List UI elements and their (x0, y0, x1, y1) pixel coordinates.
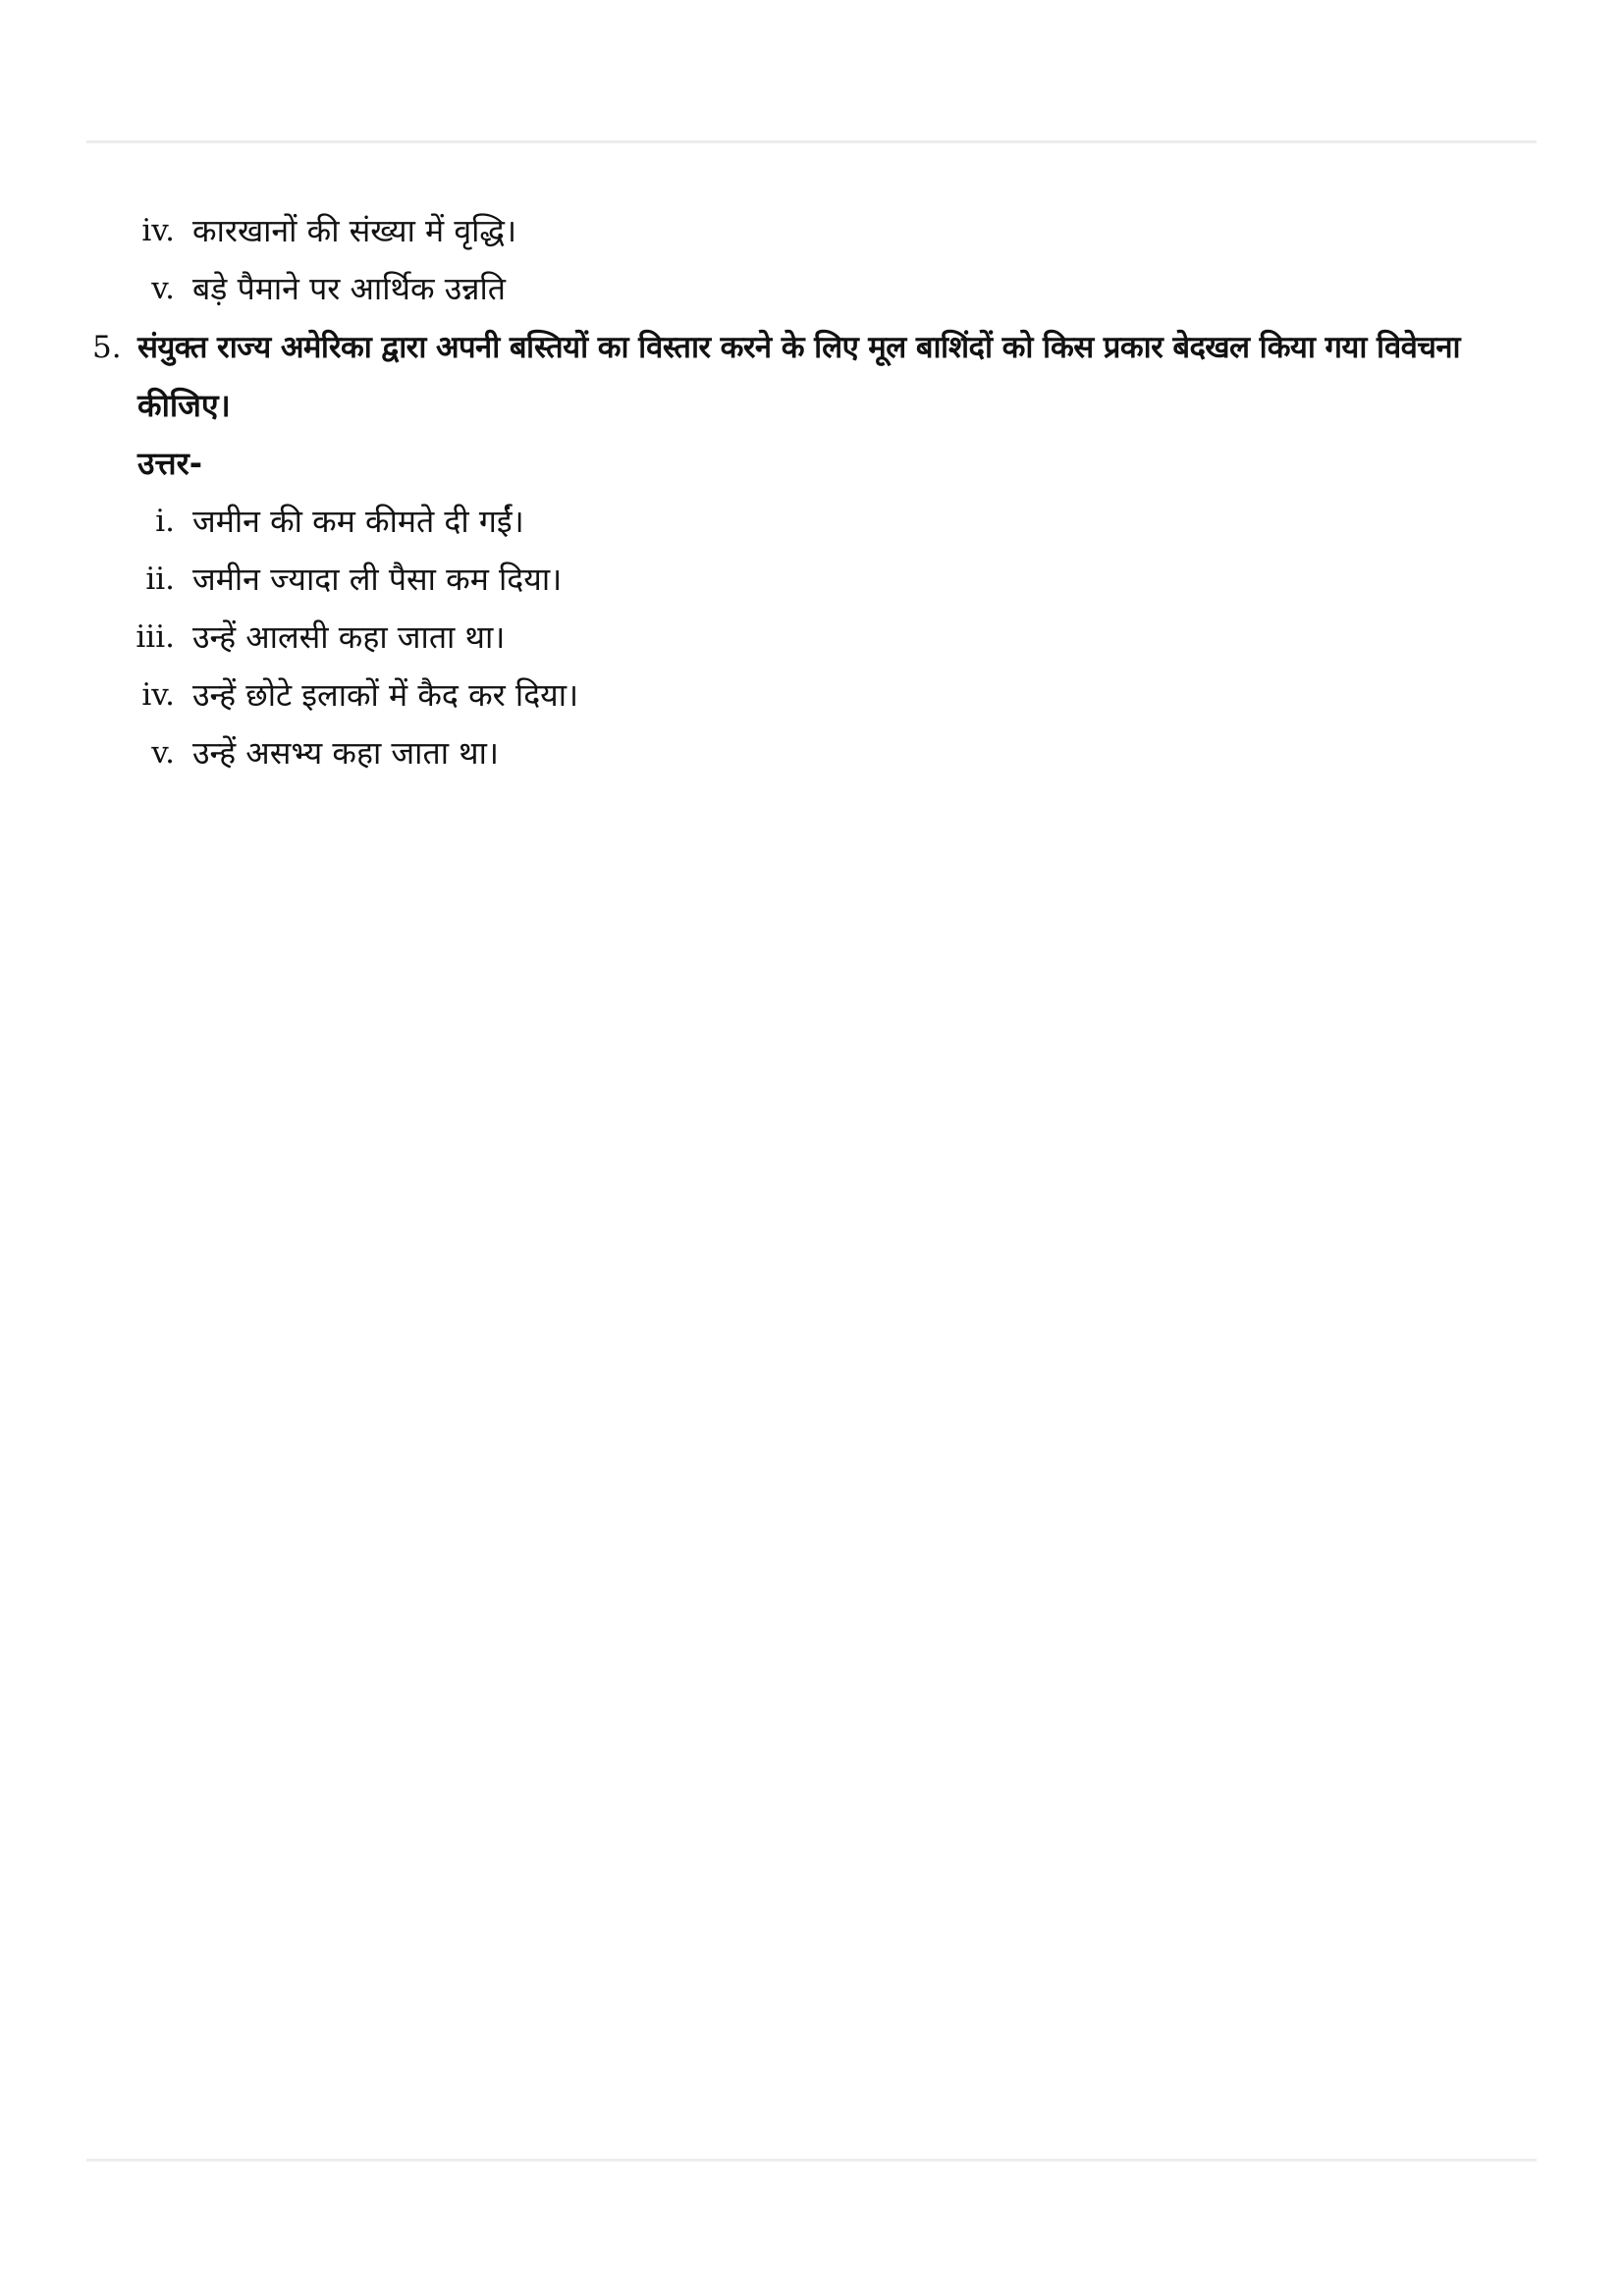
list-item: जमीन ज्यादा ली पैसा कम दिया। (192, 561, 563, 598)
answer-label: उत्तर- (137, 445, 203, 482)
list-numeral: iv. (141, 677, 175, 713)
list-item: उन्हें छोटे इलाकों में कैद कर दिया। (192, 676, 579, 714)
list-numeral: v. (151, 271, 175, 306)
list-item: उन्हें असभ्य कहा जाता था। (192, 734, 500, 772)
list-numeral: iv. (141, 213, 175, 248)
question-text: संयुक्त राज्य अमेरिका द्वारा अपनी बस्तियों का विस्तार करने के लिए मूल बाशिंदों को किस प्रकार बेदखल किया गया विवेचना (137, 330, 1460, 365)
list-numeral: ii. (145, 561, 175, 597)
header-rule (86, 140, 1537, 143)
footer-rule (86, 2159, 1537, 2162)
question-text-continued: कीजिए। (137, 387, 231, 424)
list-item: बड़े पैमाने पर आर्थिक उन्नति (192, 270, 507, 307)
question-number: 5. (92, 330, 122, 365)
list-numeral: iii. (135, 619, 175, 655)
list-item: कारखानों की संख्या में वृद्धि। (192, 212, 517, 249)
list-item: जमीन की कम कीमते दी गईं। (192, 503, 524, 540)
list-numeral: i. (155, 504, 175, 539)
list-numeral: v. (151, 735, 175, 771)
list-item: उन्हें आलसी कहा जाता था। (192, 618, 506, 656)
